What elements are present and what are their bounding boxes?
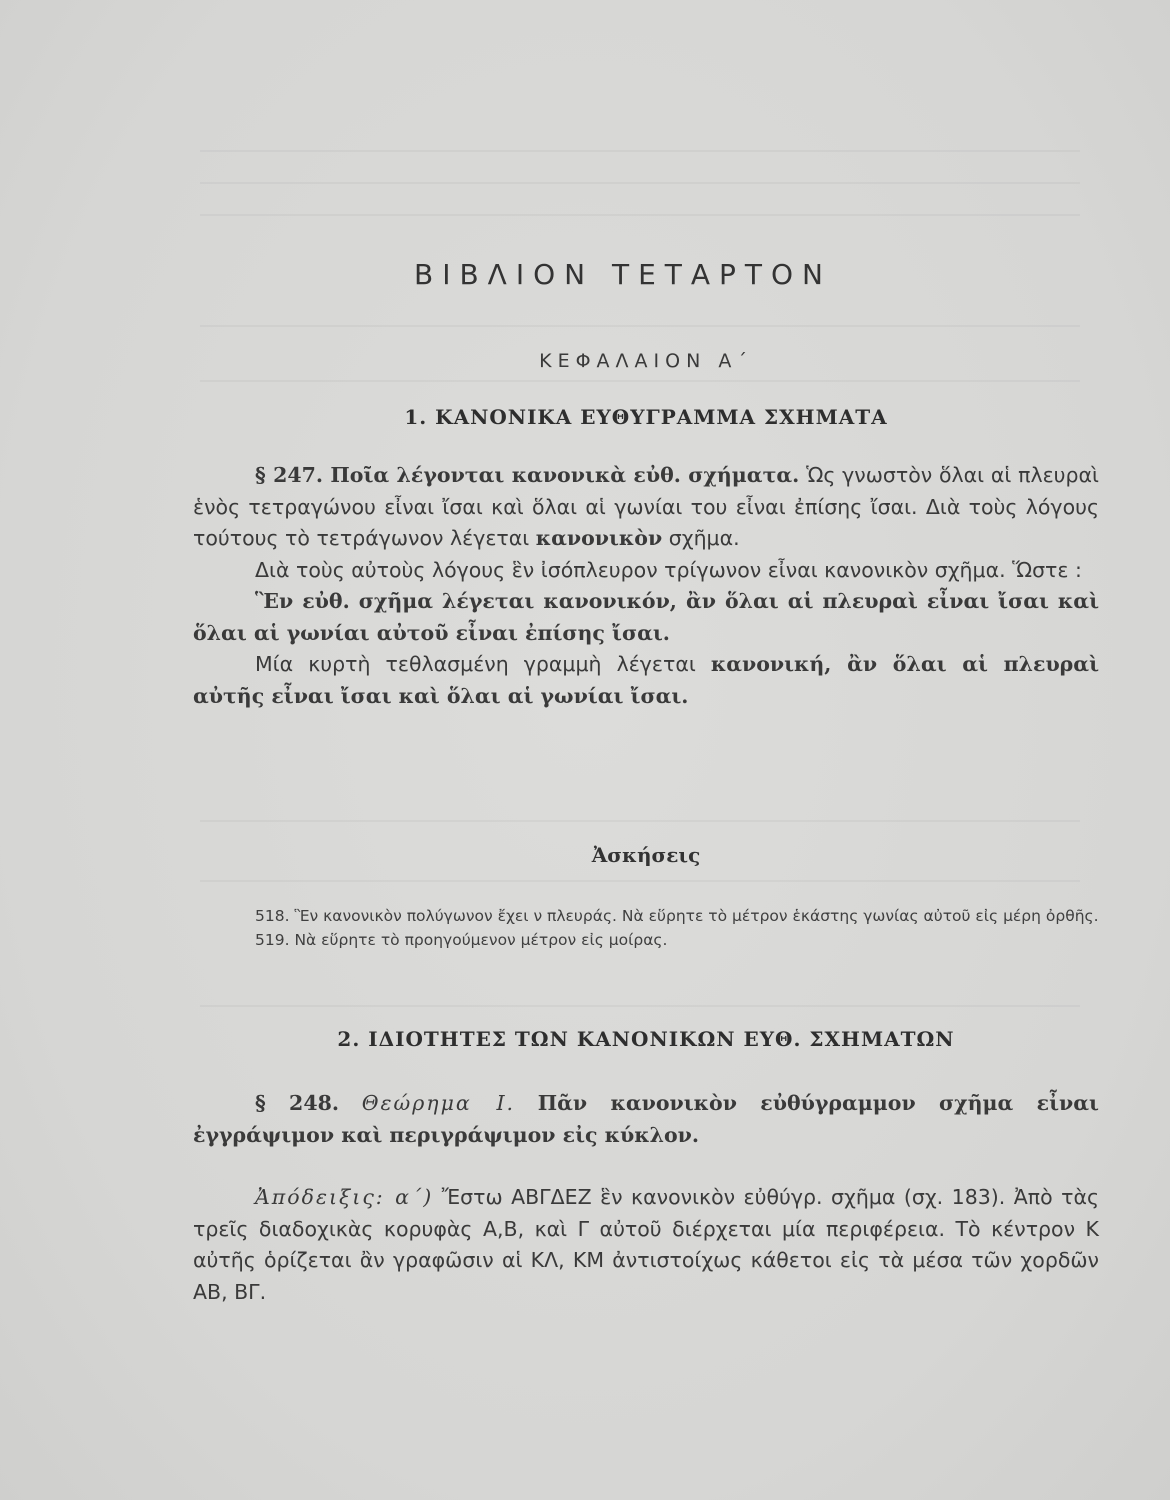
exercise-item: 519. Νὰ εὕρητε τὸ προηγούμενον μέτρον εἰς μοίρας.: [255, 931, 668, 949]
show-through-line: [200, 214, 1080, 216]
show-through-line: [200, 820, 1080, 822]
paragraph-equilateral: [193, 555, 1099, 587]
paragraph-label: § 247. Ποῖα λέγονται κανονικὰ εὐθ. σχήματα.: [255, 463, 800, 487]
theorem-label: Θεώρημα Ι.: [361, 1091, 516, 1115]
theorem-248: [193, 1088, 1099, 1151]
section-248-body: [193, 1088, 1099, 1151]
exercises-list: [193, 904, 1099, 952]
section-2-title: 2. ΙΔΙΟΤΗΤΕΣ ΤΩΝ ΚΑΝΟΝΙΚΩΝ ΕΥΘ. ΣΧΗΜΑΤΩΝ: [337, 1027, 955, 1051]
chapter-title: ΚΕΦΑΛΑΙΟΝ Α΄: [539, 350, 753, 372]
paragraph-text: Ὡς γνωστὸν ὅλαι αἱ πλευραὶ ἑνὸς τετραγώνου εἶναι ἴσαι καὶ ὅλαι αἱ γωνίαι του εἶναι ἐπίσης ἴσαι. Διὰ τοὺς λόγους τούτους τὸ τετράγωνον λέγεται: [193, 463, 1099, 550]
paragraph-text: Μία κυρτὴ τεθλασμένη γραμμὴ λέγεται: [255, 652, 696, 676]
exercise-item: 518. Ἓν κανονικὸν πολύγωνον ἔχει ν πλευράς. Νὰ εὕρητε τὸ μέτρον ἑκάστης γωνίας αὐτοῦ εἰς μέρη ὀρθῆς.: [255, 907, 1099, 925]
paragraph-text: σχῆμα.: [668, 526, 740, 550]
paragraph-label: § 248.: [255, 1091, 339, 1115]
show-through-line: [200, 880, 1080, 882]
book-title: ΒΙΒΛΙΟΝ ΤΕΤΑΡΤΟΝ: [414, 258, 832, 291]
show-through-line: [200, 325, 1080, 327]
section-247-body: [193, 460, 1099, 712]
proof-body: [193, 1182, 1099, 1308]
definition-regular-line: [193, 649, 1099, 712]
proof-label: Ἀπόδειξις: α΄): [255, 1185, 434, 1209]
proof-text: Ἔστω ΑΒΓΔΕΖ ἓν κανονικὸν εὐθύγρ. σχῆμα (σχ. 183). Ἀπὸ τὰς τρεῖς διαδοχικὰς κορυφὰς Α,Β, καὶ Γ αὐτοῦ διέρχεται μία περιφέρεια. Τὸ κέντρον Κ αὐτῆς ὁρίζεται ἂν γραφῶσιν αἱ ΚΛ, ΚΜ ἀντιστοίχως κάθετοι εἰς τὰ μέσα τῶν χορδῶν ΑΒ, ΒΓ.: [193, 1185, 1099, 1304]
proof-paragraph: [193, 1182, 1099, 1308]
paragraph-247: [193, 460, 1099, 555]
definition-text: Ἓν εὐθ. σχῆμα λέγεται κανονικόν, ἂν ὅλαι αἱ πλευραὶ εἶναι ἴσαι καὶ ὅλαι αἱ γωνίαι αὐτοῦ εἶναι ἐπίσης ἴσαι.: [193, 589, 1099, 645]
show-through-line: [200, 150, 1080, 152]
definition-text: κανονική, ἂν ὅλαι αἱ πλευραὶ αὐτῆς εἶναι ἴσαι καὶ ὅλαι αἱ γωνίαι ἴσαι.: [193, 652, 1099, 708]
section-1-title: 1. ΚΑΝΟΝΙΚΑ ΕΥΘΥΓΡΑΜΜΑ ΣΧΗΜΑΤΑ: [404, 405, 888, 429]
show-through-line: [200, 182, 1080, 184]
paragraph-text: Διὰ τοὺς αὐτοὺς λόγους ἓν ἰσόπλευρον τρίγωνον εἶναι κανονικὸν σχῆμα. Ὥστε :: [255, 557, 1082, 582]
emphasis-term: κανονικὸν: [535, 526, 663, 550]
show-through-line: [200, 380, 1080, 382]
exercises-heading: Ἀσκήσεις: [591, 843, 701, 867]
theorem-statement: Πᾶν κανονικὸν εὐθύγραμμον σχῆμα εἶναι ἐγγράψιμον καὶ περιγράψιμον εἰς κύκλον.: [193, 1091, 1099, 1147]
show-through-line: [200, 1005, 1080, 1007]
definition-regular-figure: [193, 586, 1099, 649]
